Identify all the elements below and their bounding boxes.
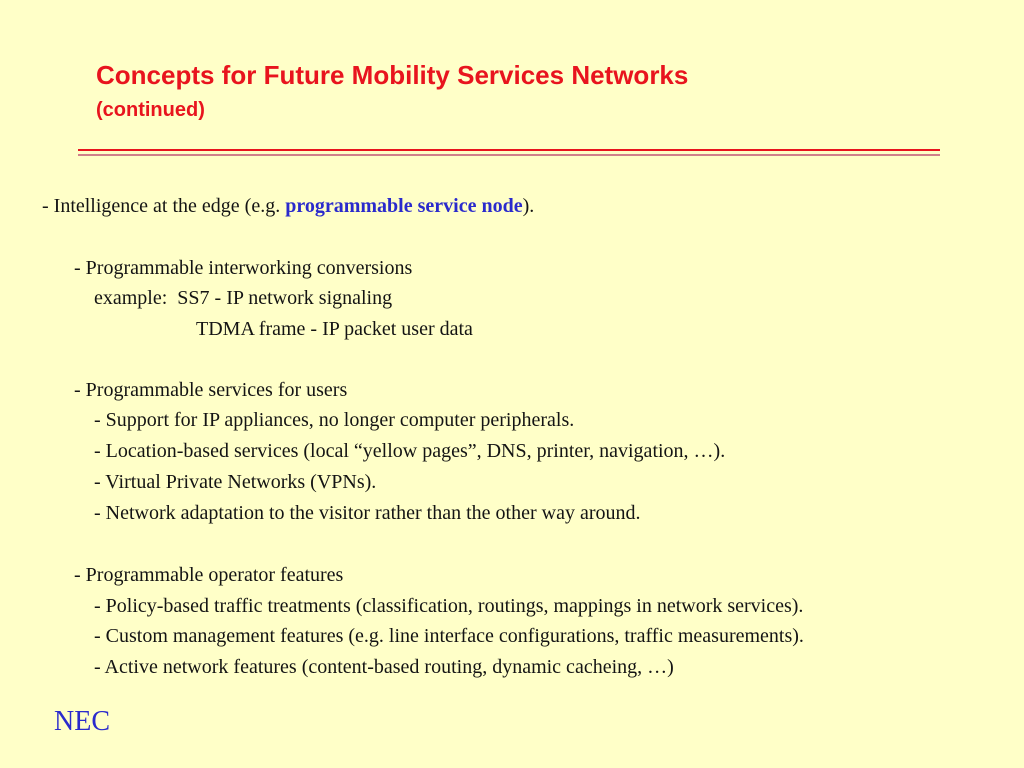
operator-features-heading: - Programmable operator features bbox=[74, 564, 344, 586]
operator-features-item: - Policy-based traffic treatments (classification, routings, mappings in network services). bbox=[94, 595, 804, 617]
intro-line bbox=[42, 194, 534, 218]
interworking-heading: - Programmable interworking conversions bbox=[74, 257, 413, 279]
slide-title: Concepts for Future Mobility Services Networks bbox=[96, 60, 689, 90]
operator-features-item: - Active network features (content-based routing, dynamic cacheing, …) bbox=[94, 656, 674, 678]
user-services-item: - Virtual Private Networks (VPNs). bbox=[94, 471, 377, 493]
interworking-example-2: TDMA frame - IP packet user data bbox=[196, 318, 473, 340]
user-services-item: - Location-based services (local “yellow pages”, DNS, printer, navigation, …). bbox=[94, 440, 726, 462]
intro-prefix: - Intelligence at the edge (e.g. bbox=[42, 195, 286, 217]
title-divider-shadow bbox=[78, 154, 940, 156]
slide-subtitle: (continued) bbox=[96, 99, 205, 121]
intro-highlight: programmable service node bbox=[285, 195, 523, 217]
user-services-heading: - Programmable services for users bbox=[74, 379, 348, 401]
user-services-item: - Support for IP appliances, no longer computer peripherals. bbox=[94, 409, 575, 431]
title-divider bbox=[78, 149, 940, 151]
intro-suffix: ). bbox=[522, 195, 535, 217]
operator-features-item: - Custom management features (e.g. line interface configurations, traffic measurements). bbox=[94, 625, 804, 647]
nec-logo: NEC bbox=[54, 706, 110, 737]
user-services-item: - Network adaptation to the visitor rather than the other way around. bbox=[94, 502, 641, 524]
interworking-example-1: example: SS7 - IP network signaling bbox=[94, 287, 393, 309]
